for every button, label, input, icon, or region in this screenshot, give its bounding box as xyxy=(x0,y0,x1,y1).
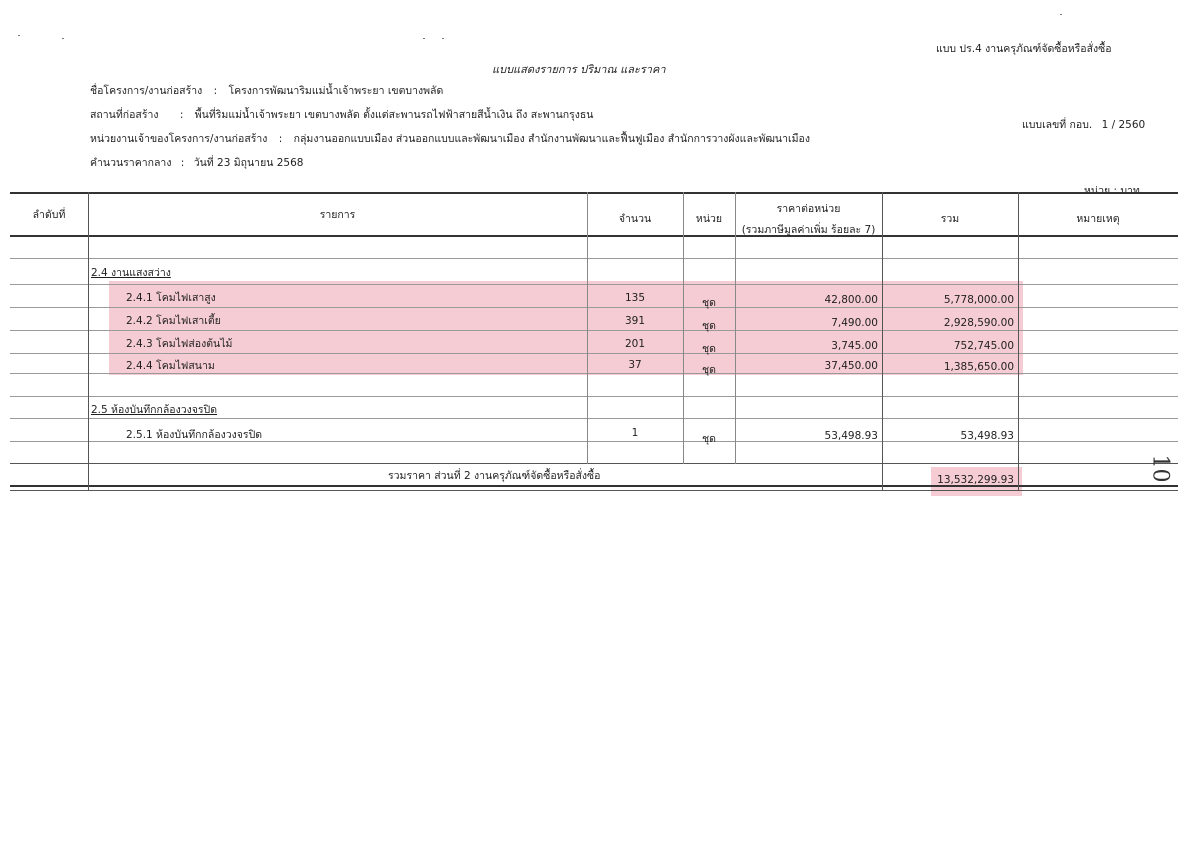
item-qty: 1 xyxy=(631,427,639,439)
unit-note: หน่วย : บาท xyxy=(1084,185,1140,197)
scan-speck xyxy=(18,35,20,36)
calc-date-value: วันที่ 23 มิถุนายน 2568 xyxy=(193,157,304,169)
form-number-value: 1 / 2560 xyxy=(1101,119,1146,131)
item-name: 2.4.1 โคมไฟเสาสูง xyxy=(126,292,216,304)
form-label: แบบ ปร.4 งานครุภัณฑ์จัดซื้อหรือสั่งซื้อ xyxy=(936,43,1112,55)
col-header-unit: หน่วย xyxy=(695,213,723,225)
item-unit-price: 3,745.00 xyxy=(831,340,878,352)
calc-date-label: คำนวนราคากลาง xyxy=(90,157,172,169)
item-unit: ชุด xyxy=(702,320,716,332)
item-name: 2.4.3 โคมไฟส่องต้นไม้ xyxy=(126,338,233,350)
col-header-seq: ลำดับที่ xyxy=(32,209,66,221)
col-header-qty: จำนวน xyxy=(618,213,652,225)
item-total: 752,745.00 xyxy=(953,340,1014,352)
item-name: 2.4.2 โคมไฟเสาเตี้ย xyxy=(126,315,221,327)
item-total: 5,778,000.00 xyxy=(943,294,1014,306)
table-rule-top xyxy=(10,192,1178,194)
form-number-label: แบบเลขที่ กอบ. xyxy=(1022,119,1093,131)
item-qty: 201 xyxy=(624,338,646,350)
item-unit: ชุด xyxy=(702,343,716,355)
table-rule xyxy=(10,418,1178,419)
form-number xyxy=(1022,116,1145,133)
agency-label: หน่วยงานเจ้าของโครงการ/งานก่อสร้าง xyxy=(90,133,268,145)
project-row xyxy=(90,82,443,99)
agency-sep: : xyxy=(278,133,283,145)
table-col-rule xyxy=(1018,192,1019,490)
scan-speck xyxy=(1060,14,1062,15)
calc-date-sep: : xyxy=(180,157,185,169)
item-name: 2.4.4 โคมไฟสนาม xyxy=(126,360,215,372)
col-header-item: รายการ xyxy=(319,209,356,221)
item-unit: ชุด xyxy=(702,364,716,376)
item-unit-price: 37,450.00 xyxy=(824,360,878,372)
section-title: 2.5 ห้องบันทึกกล้องวงจรปิด xyxy=(91,404,218,416)
location-row xyxy=(90,106,593,123)
project-label: ชื่อโครงการ/งานก่อสร้าง xyxy=(90,85,203,97)
col-header-remark: หมายเหตุ xyxy=(1076,213,1120,225)
table-rule xyxy=(10,307,1178,308)
item-name: 2.5.1 ห้องบันทึกกล้องวงจรปิด xyxy=(126,429,263,441)
table-rule xyxy=(10,353,1178,354)
table-rule-header-bottom xyxy=(10,235,1178,237)
agency-value: กลุ่มงานออกแบบเมือง ส่วนออกแบบและพัฒนาเมือง สำนักงานพัฒนาและฟื้นฟูเมือง สำนักการวางผังและพัฒนาเมือง xyxy=(293,133,810,145)
scan-speck xyxy=(423,38,425,39)
agency-row xyxy=(90,130,810,147)
table-rule-bottom-double xyxy=(10,490,1178,491)
section-title: 2.4 งานแสงสว่าง xyxy=(91,267,171,279)
item-qty: 135 xyxy=(624,292,646,304)
table-rule xyxy=(10,284,1178,285)
col-header-total: รวม xyxy=(940,213,960,225)
table-rule xyxy=(10,396,1178,397)
scan-speck xyxy=(62,38,64,39)
location-sep: : xyxy=(179,109,184,121)
col-header-unit-price-note: (รวมภาษีมูลค่าเพิ่ม ร้อยละ 7) xyxy=(741,224,876,236)
location-value: พื้นที่ริมแม่น้ำเจ้าพระยา เขตบางพลัด ตั้งแต่สะพานรถไฟฟ้าสายสีน้ำเงิน ถึง สะพานกรุงธน xyxy=(194,109,594,121)
calc-date-row xyxy=(90,154,303,171)
item-total: 1,385,650.00 xyxy=(943,361,1014,373)
item-unit-price: 7,490.00 xyxy=(831,317,878,329)
item-unit-price: 53,498.93 xyxy=(824,430,878,442)
handwritten-page-mark: 10 xyxy=(1147,454,1173,483)
item-unit: ชุด xyxy=(702,297,716,309)
location-label: สถานที่ก่อสร้าง xyxy=(90,109,159,121)
item-unit: ชุด xyxy=(702,433,716,445)
col-header-unit-price: ราคาต่อหน่วย xyxy=(776,203,841,215)
table-rule xyxy=(10,330,1178,331)
item-total: 2,928,590.00 xyxy=(943,317,1014,329)
table-rule xyxy=(10,258,1178,259)
table-col-rule xyxy=(88,192,89,490)
summary-label: รวมราคา ส่วนที่ 2 งานครุภัณฑ์จัดซื้อหรือสั่งซื้อ xyxy=(388,470,601,482)
table-rule-summary-top xyxy=(10,463,1178,464)
item-qty: 391 xyxy=(624,315,646,327)
scan-speck xyxy=(442,38,444,39)
summary-total: 13,532,299.93 xyxy=(937,474,1014,486)
item-qty: 37 xyxy=(628,359,642,371)
document-title: แบบแสดงรายการ ปริมาณ และราคา xyxy=(492,63,666,76)
project-value: โครงการพัฒนาริมแม่น้ำเจ้าพระยา เขตบางพลัด xyxy=(228,85,444,97)
project-sep: : xyxy=(213,85,218,97)
item-unit-price: 42,800.00 xyxy=(824,294,878,306)
item-total: 53,498.93 xyxy=(960,430,1014,442)
table-col-rule xyxy=(587,192,588,464)
